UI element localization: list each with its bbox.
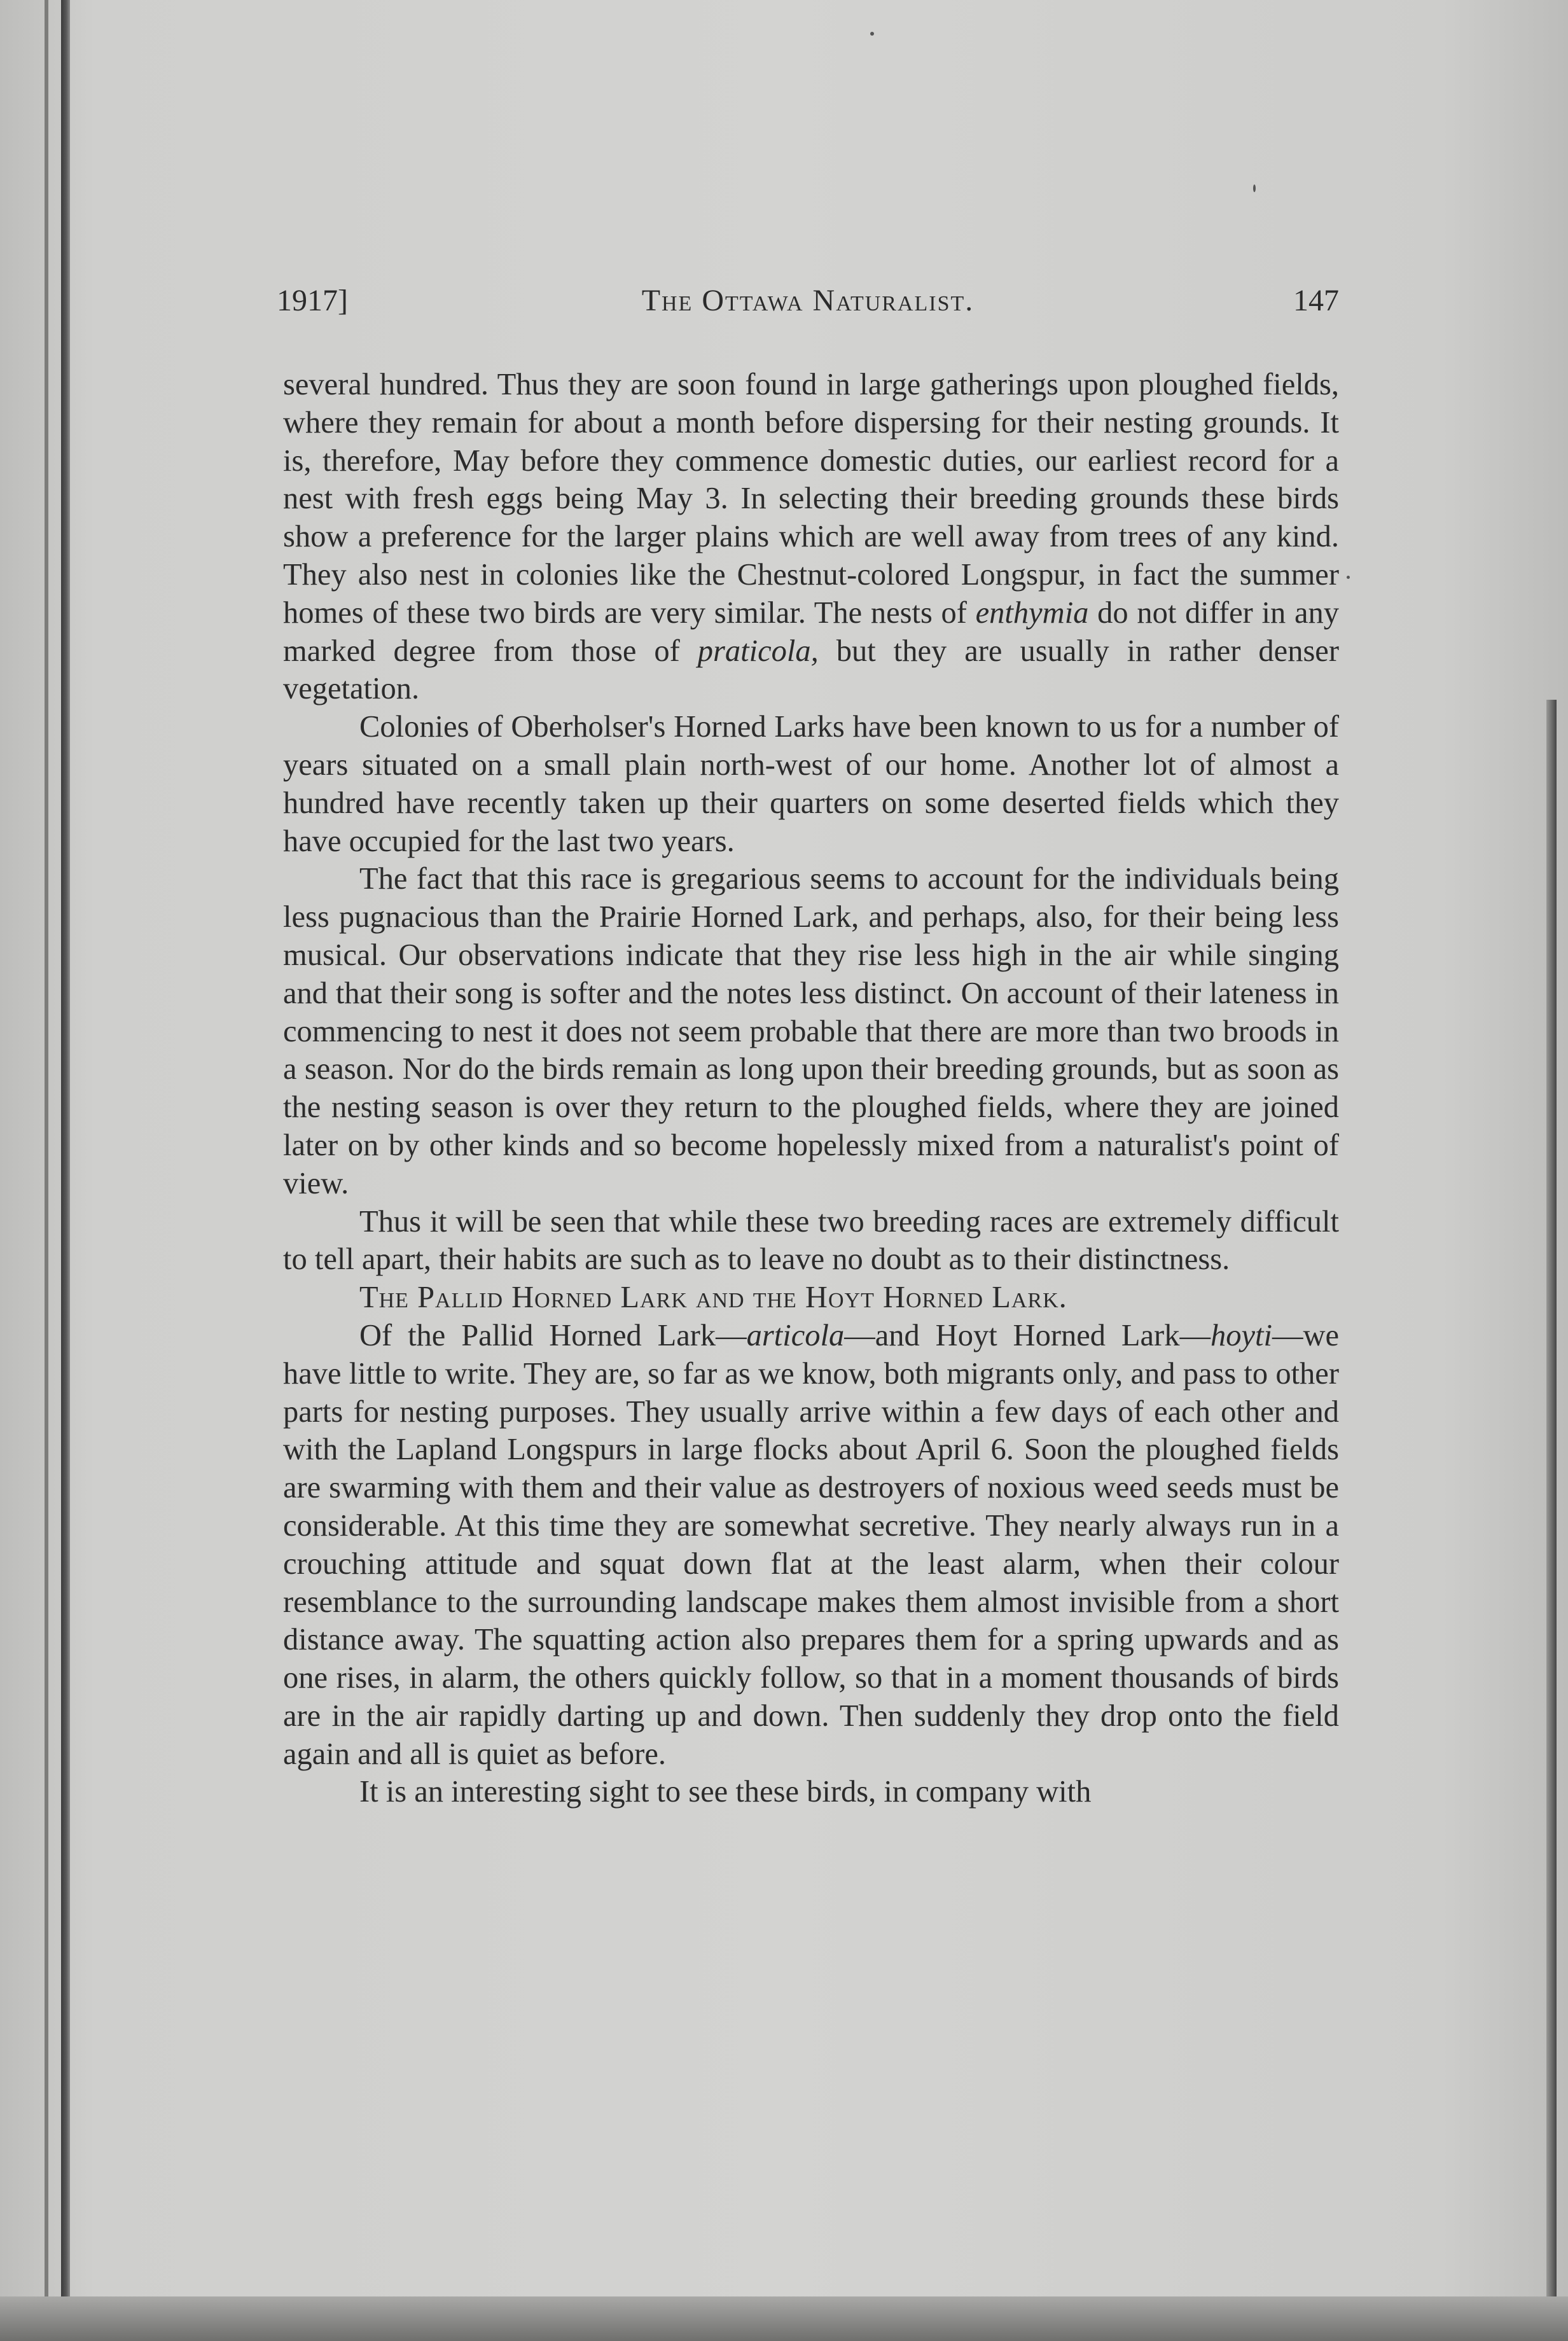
page-bottom-edge xyxy=(0,2296,1568,2341)
text-run: do not differ in any marked degree from those of xyxy=(283,595,1339,668)
speck xyxy=(870,32,874,36)
paragraph xyxy=(283,1773,1339,1811)
text-run: Thus it will be seen that while these two breeding races are extremely difficult to tell apart, their habits are such as to leave no doubt as to their distinctness. xyxy=(283,1204,1339,1277)
italic-term: praticola, xyxy=(697,634,819,668)
text-run: —we have little to write. They are, so far as we know, both migrants only, and pass to other parts for nesting purposes. They usually arrive within a few days of each other and with the Lapland Longspurs in large flocks about April 6. Soon the ploughed fields are swarming with them and their value as destroyers of noxious weed seeds must be considerable. At this time they are somewhat secretive. They nearly always run in a crouching attitude and squat down flat at the least alarm, when their colour resemblance to the surrounding landscape makes them almost invisible from a short distance away. The squatting action also prepares them for a spring upwards and as one rises, in alarm, the others quickly follow, so that in a moment thousands of birds are in the air rapidly darting up and down. Then suddenly they drop onto the field again and all is quiet as before. xyxy=(283,1318,1339,1771)
text-run: The Pallid Horned Lark and the Hoyt Horned Lark. xyxy=(359,1281,1067,1315)
text-run: The fact that this race is gregarious seems to account for the individuals being less pugnacious than the Prairie Horned Lark, and perhaps, also, for their being less musical. Our observations indicate that they rise less high in the air while singing and that their song is softer and the notes less distinct. On account of their lateness in commencing to nest it does not seem probable that there are more than two broods in a season. Nor do the birds remain as long upon their breeding grounds, but as soon as the nesting season is over they return to the ploughed fields, where they are joined later on by other kinds and so become hopelessly mixed from a naturalist's point of view. xyxy=(283,862,1339,1200)
text-run: It is an interesting sight to see these birds, in company with xyxy=(359,1775,1092,1809)
paragraph xyxy=(283,1317,1339,1774)
speck xyxy=(1253,184,1256,192)
running-header xyxy=(277,283,1339,328)
page-number: 147 xyxy=(1293,284,1339,317)
book-binding-edge xyxy=(61,0,70,2341)
speck xyxy=(1347,576,1350,579)
italic-term: articola xyxy=(746,1318,845,1352)
text-run: Of the Pallid Horned Lark— xyxy=(359,1318,747,1352)
binding-shadow xyxy=(45,0,48,2341)
journal-title: The Ottawa Naturalist. xyxy=(641,284,975,317)
italic-term: enthymia xyxy=(975,595,1089,630)
text-run: —and Hoyt Horned Lark— xyxy=(844,1318,1211,1352)
body-text xyxy=(283,366,1339,1811)
paragraph xyxy=(283,708,1339,860)
text-run: several hundred. Thus they are soon found in large gatherings upon ploughed fields, where they remain for about a month before dispersing for their nesting grounds. It is, therefore, May before they commence domestic duties, our earliest record for a nest with fresh eggs being May 3. In selecting their breeding grounds these birds show a preference for the larger plains which are well away from trees of any kind. They also nest in colonies like the Chestnut-colored Longspur, in fact the summer homes of these two birds are very similar. The nests of xyxy=(283,368,1339,630)
text-run: but they are usually in rather denser vegetation. xyxy=(283,634,1339,706)
text-run: Colonies of Oberholser's Horned Larks have been known to us for a number of years situated on a small plain north-west of our home. Another lot of almost a hundred have recently taken up their quarters on some deserted fields which they have occupied for the last two years. xyxy=(283,710,1339,858)
section-heading xyxy=(283,1279,1339,1317)
paragraph xyxy=(283,860,1339,1202)
italic-term: hoyti xyxy=(1210,1318,1272,1352)
page-right-edge xyxy=(1546,700,1557,2341)
paragraph xyxy=(283,1203,1339,1279)
header-year: 1917] xyxy=(277,284,348,317)
paragraph xyxy=(283,366,1339,708)
